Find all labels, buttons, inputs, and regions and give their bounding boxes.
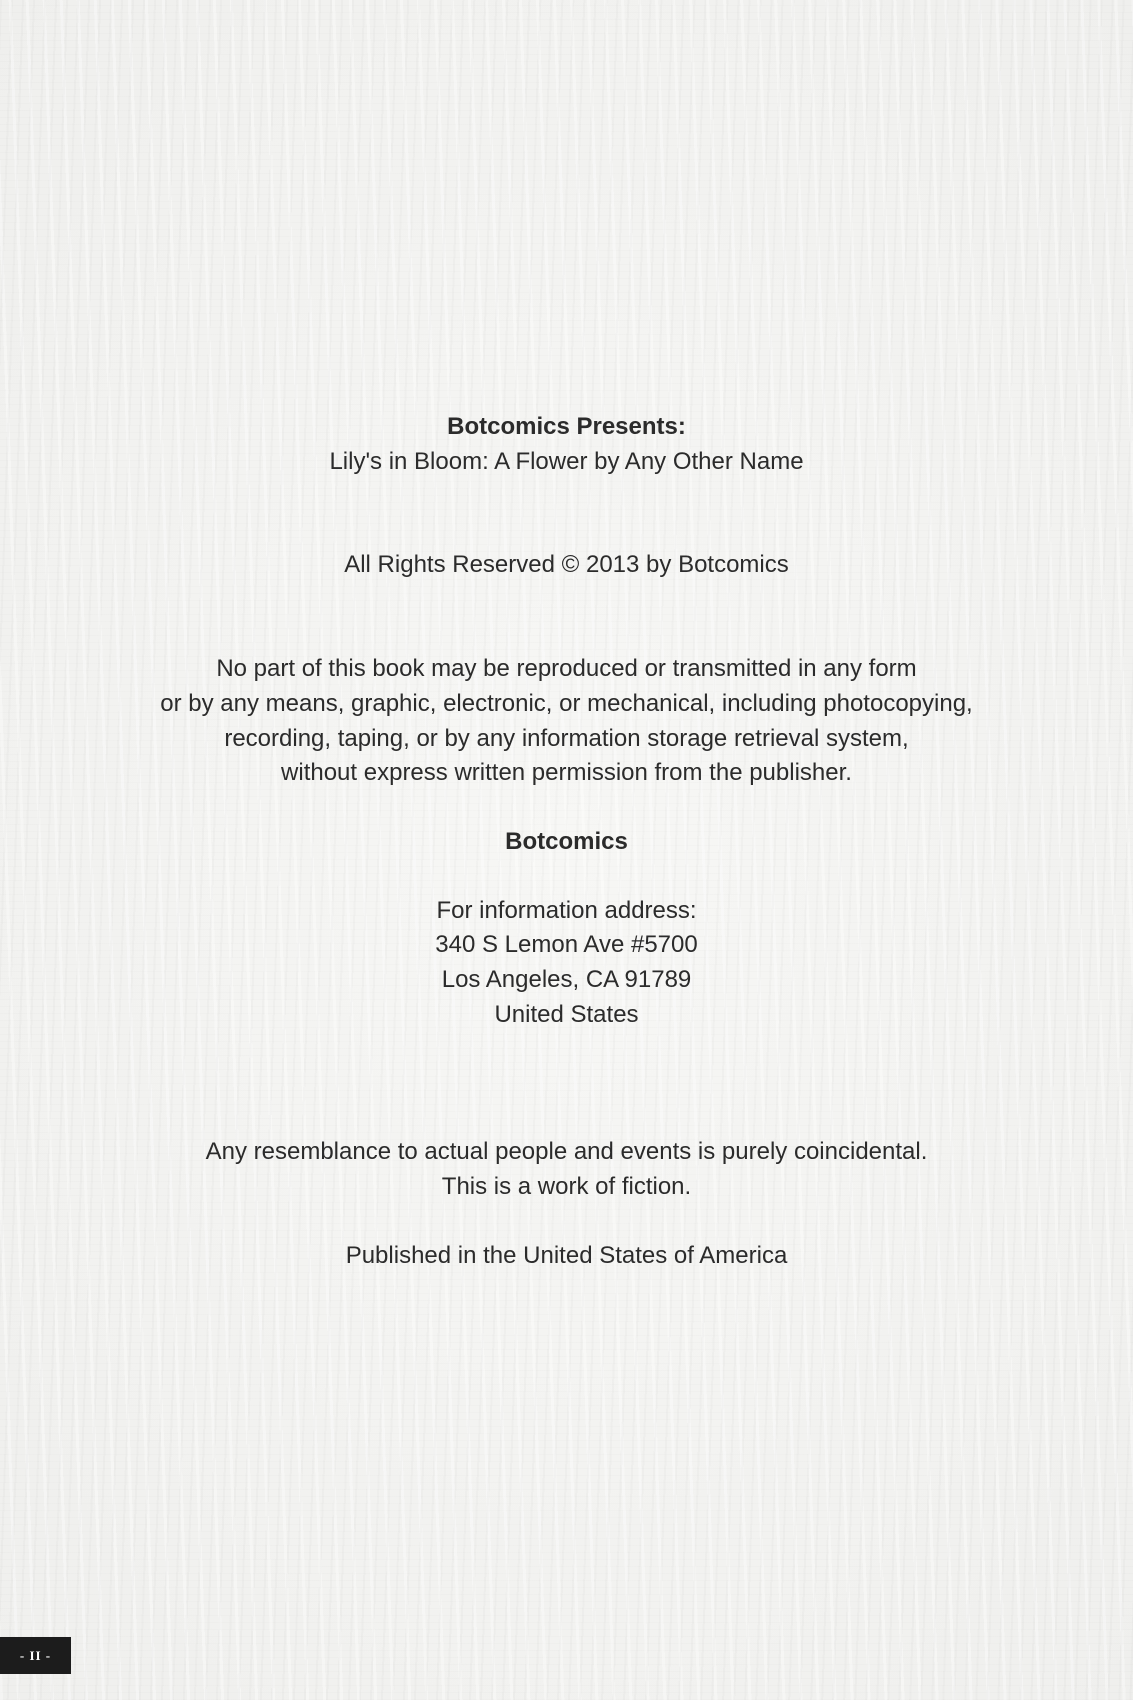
spacer <box>0 791 1133 825</box>
rights-statement: All Rights Reserved © 2013 by Botcomics <box>344 551 789 579</box>
address-city: Los Angeles, CA 91789 <box>441 966 692 994</box>
address-label: For information address: <box>436 896 697 924</box>
spacer <box>0 860 1133 894</box>
spacer <box>0 1205 1133 1239</box>
published-statement: Published in the United States of America <box>345 1241 788 1269</box>
copyright-content <box>0 410 1133 1274</box>
notice-line: No part of this book may be reproduced or transmitted in any form <box>216 655 917 683</box>
spacer <box>0 1032 1133 1135</box>
presents-heading: Botcomics Presents: <box>447 413 686 440</box>
book-title: Lily's in Bloom: A Flower by Any Other Name <box>329 447 804 475</box>
notice-line: recording, taping, or by any information storage retrieval system, <box>224 724 909 752</box>
disclaimer-line: Any resemblance to actual people and events is purely coincidental. <box>205 1138 928 1166</box>
address-street: 340 S Lemon Ave #5700 <box>435 931 698 959</box>
address-country: United States <box>494 1000 639 1028</box>
spacer <box>0 583 1133 652</box>
publisher-name: Botcomics <box>505 827 628 855</box>
notice-line: without express written permission from the publisher. <box>281 759 852 787</box>
notice-line: or by any means, graphic, electronic, or mechanical, including photocopying, <box>160 689 973 717</box>
spacer <box>0 479 1133 548</box>
page-number-badge: - II - <box>0 1637 71 1674</box>
disclaimer-line: This is a work of fiction. <box>441 1173 692 1201</box>
